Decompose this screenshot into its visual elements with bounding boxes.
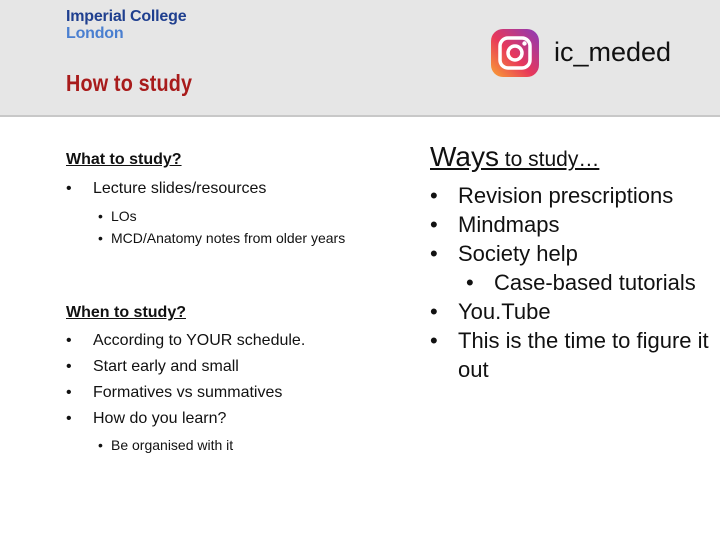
list-subitem: • Be organised with it [66, 437, 386, 454]
right-column [430, 140, 710, 384]
list-item: • According to YOUR schedule. [66, 328, 386, 354]
list-item: • Society help [430, 239, 710, 268]
ways-heading-small: to study… [498, 148, 600, 171]
list-subitem: • Case-based tutorials [430, 268, 710, 297]
list-item: • Mindmaps [430, 210, 710, 239]
ways-heading [430, 140, 710, 177]
slide-header [0, 0, 720, 117]
list-item: • Formatives vs summatives [66, 380, 386, 406]
instagram-handle: ic_meded [554, 37, 672, 67]
logo-line-1: Imperial College [66, 8, 187, 25]
list-item: • Revision prescriptions [430, 181, 710, 210]
left-column [66, 150, 386, 454]
college-logo [66, 8, 186, 42]
list-subitem: • LOs [66, 208, 386, 225]
list-item: • How do you learn? [66, 406, 386, 432]
logo-line-2: London [66, 25, 124, 42]
list-item: • This is the time to figure it out [430, 326, 710, 384]
list-subitem: • MCD/Anatomy notes from older years [66, 230, 386, 247]
ways-heading-big: Ways [430, 141, 499, 172]
list-item: • Start early and small [66, 354, 386, 380]
what-heading: What to study? [66, 151, 182, 168]
slide-title: How to study [66, 70, 193, 96]
instagram-icon [490, 28, 540, 78]
when-heading: When to study? [66, 304, 186, 321]
list-item: • You.Tube [430, 297, 710, 326]
list-item: • Lecture slides/resources [66, 176, 386, 202]
